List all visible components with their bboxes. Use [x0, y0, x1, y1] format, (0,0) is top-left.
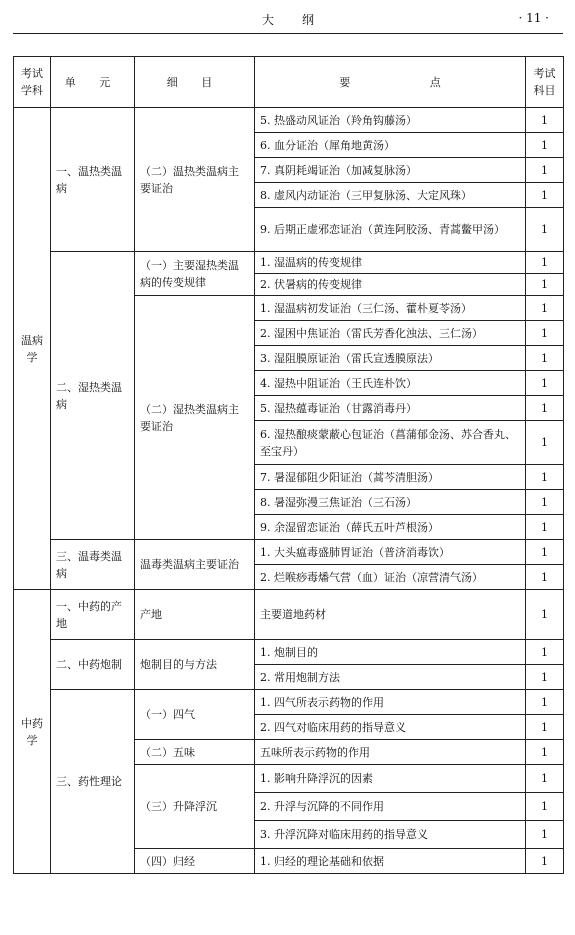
col-header-level: 考试科目	[526, 57, 564, 108]
detail-cell: （二）温热类温病主要证治	[135, 108, 255, 252]
unit-cell: 一、中药的产地	[51, 590, 135, 640]
point-cell: 7. 暑湿郁阻少阳证治（蒿芩清胆汤）	[255, 465, 526, 490]
level-cell: 1	[526, 590, 564, 640]
point-cell: 5. 热盛动风证治（羚角钩藤汤）	[255, 108, 526, 133]
level-cell: 1	[526, 133, 564, 158]
point-cell: 2. 常用炮制方法	[255, 665, 526, 690]
table-row	[14, 590, 564, 640]
level-cell: 1	[526, 793, 564, 821]
level-cell: 1	[526, 665, 564, 690]
level-cell: 1	[526, 274, 564, 296]
unit-cell: 一、温热类温病	[51, 108, 135, 252]
syllabus-table	[13, 56, 564, 874]
level-cell: 1	[526, 421, 564, 465]
level-cell: 1	[526, 515, 564, 540]
point-cell: 1. 湿温病的传变规律	[255, 252, 526, 274]
level-cell: 1	[526, 296, 564, 321]
point-cell: 2. 四气对临床用药的指导意义	[255, 715, 526, 740]
point-cell: 3. 湿阻膜原证治（雷氏宣透膜原法）	[255, 346, 526, 371]
table-header-row	[14, 57, 564, 108]
level-cell: 1	[526, 690, 564, 715]
page-number: · 11 ·	[518, 11, 549, 25]
level-cell: 1	[526, 158, 564, 183]
detail-cell: （四）归经	[135, 849, 255, 874]
col-header-subject: 考试学科	[14, 57, 51, 108]
level-cell: 1	[526, 490, 564, 515]
point-cell: 五味所表示药物的作用	[255, 740, 526, 765]
unit-cell: 二、湿热类温病	[51, 252, 135, 540]
unit-cell: 三、温毒类温病	[51, 540, 135, 590]
point-cell: 2. 升浮与沉降的不同作用	[255, 793, 526, 821]
subject-cell: 温病学	[14, 108, 51, 590]
level-cell: 1	[526, 849, 564, 874]
table-row	[14, 690, 564, 715]
subject-cell: 中药学	[14, 590, 51, 874]
level-cell: 1	[526, 346, 564, 371]
level-cell: 1	[526, 640, 564, 665]
point-cell: 1. 湿温病初发证治（三仁汤、藿朴夏苓汤）	[255, 296, 526, 321]
point-cell: 6. 湿热酿痰蒙蔽心包证治（菖蒲郁金汤、苏合香丸、至宝丹）	[255, 421, 526, 465]
level-cell: 1	[526, 740, 564, 765]
point-cell: 1. 归经的理论基础和依据	[255, 849, 526, 874]
point-cell: 9. 余湿留恋证治（薛氏五叶芦根汤）	[255, 515, 526, 540]
point-cell: 8. 暑湿弥漫三焦证治（三石汤）	[255, 490, 526, 515]
table-row	[14, 640, 564, 665]
point-cell: 1. 炮制目的	[255, 640, 526, 665]
point-cell: 9. 后期正虚邪恋证治（黄连阿胶汤、青蒿鳖甲汤）	[255, 208, 526, 252]
point-cell: 2. 伏暑病的传变规律	[255, 274, 526, 296]
point-cell: 6. 血分证治（犀角地黄汤）	[255, 133, 526, 158]
unit-cell: 三、药性理论	[51, 690, 135, 874]
table-row	[14, 252, 564, 274]
point-cell: 8. 虚风内动证治（三甲复脉汤、大定风珠）	[255, 183, 526, 208]
level-cell: 1	[526, 540, 564, 565]
page-header	[13, 0, 563, 34]
level-cell: 1	[526, 396, 564, 421]
col-header-detail: 细 目	[135, 57, 255, 108]
point-cell: 3. 升浮沉降对临床用药的指导意义	[255, 821, 526, 849]
level-cell: 1	[526, 465, 564, 490]
point-cell: 主要道地药材	[255, 590, 526, 640]
level-cell: 1	[526, 765, 564, 793]
detail-cell: （三）升降浮沉	[135, 765, 255, 849]
detail-cell: 产地	[135, 590, 255, 640]
point-cell: 2. 烂喉痧毒燔气营（血）证治（凉营清气汤）	[255, 565, 526, 590]
point-cell: 1. 大头瘟毒盛肺胃证治（普济消毒饮）	[255, 540, 526, 565]
table-row	[14, 108, 564, 133]
level-cell: 1	[526, 108, 564, 133]
level-cell: 1	[526, 821, 564, 849]
col-header-unit: 单 元	[51, 57, 135, 108]
level-cell: 1	[526, 715, 564, 740]
point-cell: 2. 湿困中焦证治（雷氏芳香化浊法、三仁汤）	[255, 321, 526, 346]
table-row	[14, 540, 564, 565]
point-cell: 1. 影响升降浮沉的因素	[255, 765, 526, 793]
col-header-point: 要 点	[255, 57, 526, 108]
detail-cell: （一）四气	[135, 690, 255, 740]
detail-cell: （二）五味	[135, 740, 255, 765]
detail-cell: （一）主要湿热类温病的传变规律	[135, 252, 255, 296]
level-cell: 1	[526, 183, 564, 208]
detail-cell: 温毒类温病主要证治	[135, 540, 255, 590]
page-title: 大纲	[261, 13, 342, 27]
detail-cell: 炮制目的与方法	[135, 640, 255, 690]
point-cell: 4. 湿热中阻证治（王氏连朴饮）	[255, 371, 526, 396]
point-cell: 1. 四气所表示药物的作用	[255, 690, 526, 715]
point-cell: 5. 湿热蕴毒证治（甘露消毒丹）	[255, 396, 526, 421]
unit-cell: 二、中药炮制	[51, 640, 135, 690]
level-cell: 1	[526, 321, 564, 346]
level-cell: 1	[526, 565, 564, 590]
level-cell: 1	[526, 252, 564, 274]
point-cell: 7. 真阴耗竭证治（加减复脉汤）	[255, 158, 526, 183]
level-cell: 1	[526, 371, 564, 396]
detail-cell: （二）湿热类温病主要证治	[135, 296, 255, 540]
level-cell: 1	[526, 208, 564, 252]
